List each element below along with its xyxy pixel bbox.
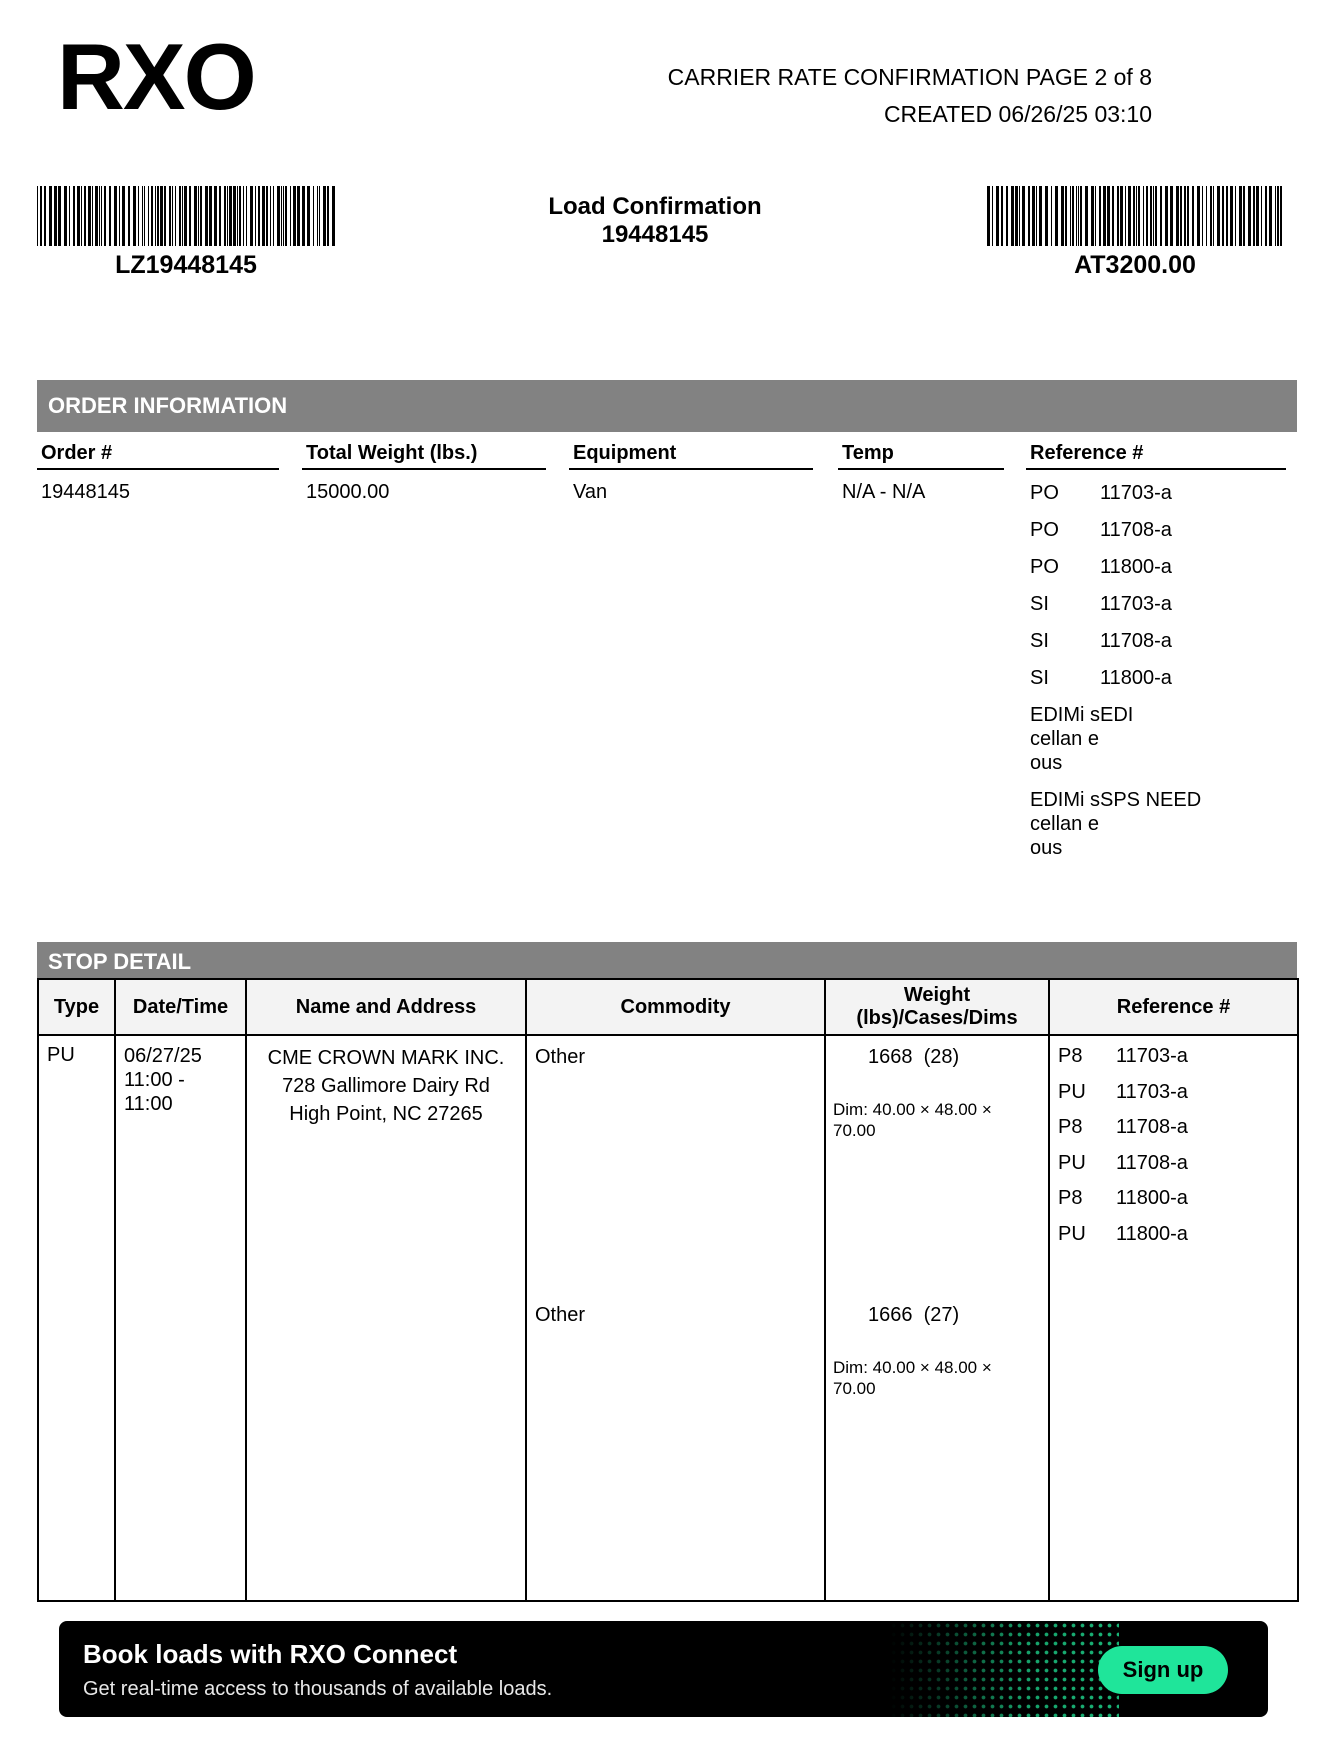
stop-commodity-cell (526, 1035, 825, 1601)
stop-reference-row (1058, 1151, 1297, 1187)
stop-reference-row (1058, 1044, 1297, 1080)
weight-lbs: 1668 (868, 1046, 913, 1068)
reference-type: PO (1030, 519, 1059, 541)
type-column-header: Type (38, 979, 115, 1035)
stop-reference-row (1058, 1222, 1297, 1258)
reference-row (1030, 555, 1280, 592)
reference-row (1030, 703, 1280, 788)
barcode-right-label: AT3200.00 (1074, 251, 1196, 279)
stop-date: 06/27/25 (124, 1045, 202, 1067)
barcode-bar (1282, 186, 1283, 246)
load-confirmation-title (460, 193, 850, 249)
equipment-header: Equipment (569, 442, 813, 470)
reference-value: 11800-a (1100, 667, 1172, 689)
total-weight-value: 15000.00 (306, 481, 390, 503)
rxo-logo: RXO (57, 24, 255, 129)
load-confirmation-label: Load Confirmation (548, 193, 762, 220)
reference-value: 11703-a (1100, 593, 1172, 615)
stop-reference-value: 11800-a (1116, 1187, 1188, 1209)
stop-datetime (116, 1036, 245, 1116)
reference-type: SI (1030, 630, 1049, 652)
reference-row (1030, 481, 1280, 518)
reference-type: PO (1030, 482, 1059, 504)
doc-title: CARRIER RATE CONFIRMATION PAGE 2 of 8 (667, 64, 1152, 90)
load-number: 19448145 (601, 221, 709, 248)
order-number-value: 19448145 (41, 481, 130, 503)
barcode-bar (332, 186, 335, 246)
stop-city-state-zip: High Point, NC 27265 (289, 1103, 483, 1125)
stop-company-name: CME CROWN MARK INC. (267, 1047, 505, 1069)
weight-cases: (27) (923, 1304, 960, 1326)
reference-value: 11708-a (1100, 630, 1172, 652)
reference-row (1030, 592, 1280, 629)
stop-reference-value: 11708-a (1116, 1151, 1188, 1174)
name-address-column-header: Name and Address (246, 979, 526, 1035)
reference-value: 11708-a (1100, 519, 1172, 541)
total-weight-header: Total Weight (lbs.) (302, 442, 546, 470)
barcode-left (37, 186, 335, 246)
order-reference-list (1030, 481, 1280, 873)
stop-reference-type: PU (1058, 1222, 1086, 1245)
reference-value: 11800-a (1100, 556, 1172, 578)
stop-street: 728 Gallimore Dairy Rd (282, 1075, 490, 1097)
reference-type: SI (1030, 667, 1049, 689)
stop-reference-list (1050, 1036, 1297, 1257)
reference-type: EDIMi scellan eous (1030, 789, 1100, 859)
stop-time: 11:00 - 11:00 (124, 1069, 185, 1115)
commodity-name: Other (535, 1046, 586, 1068)
weight-column-header: Weight (lbs)/Cases/Dims (825, 979, 1049, 1035)
stop-detail-header: STOP DETAIL (37, 942, 1297, 978)
stop-reference-type: P8 (1058, 1045, 1083, 1067)
temp-value: N/A - N/A (842, 481, 926, 503)
reference-type: EDIMi scellan eous (1030, 704, 1100, 774)
barcode-left-label: LZ19448145 (115, 251, 257, 279)
reference-row (1030, 788, 1280, 873)
stop-reference-value: 11800-a (1116, 1222, 1188, 1245)
banner-dot-pattern (889, 1621, 1119, 1717)
rxo-connect-banner[interactable] (59, 1621, 1268, 1717)
stop-reference-row (1058, 1115, 1297, 1151)
stop-reference-type: PU (1058, 1080, 1086, 1103)
reference-value: EDI (1100, 704, 1134, 726)
commodity-dims: Dim: 40.00 × 48.00 × 70.00 (833, 1358, 992, 1398)
banner-title: Book loads with RXO Connect (83, 1639, 458, 1669)
stop-datetime-cell (115, 1035, 246, 1601)
reference-header: Reference # (1026, 442, 1286, 470)
reference-type: SI (1030, 593, 1049, 615)
weight-cases: (28) (923, 1046, 960, 1068)
reference-value: SPS NEED (1100, 789, 1202, 811)
stop-weight-cell (825, 1035, 1049, 1601)
stop-reference-type: P8 (1058, 1187, 1083, 1209)
stop-reference-value: 11708-a (1116, 1116, 1188, 1138)
reference-value: 11703-a (1100, 482, 1172, 504)
stop-address (247, 1036, 525, 1128)
stop-reference-row (1058, 1186, 1297, 1222)
equipment-value: Van (573, 481, 608, 503)
reference-row (1030, 629, 1280, 666)
stop-reference-cell (1049, 1035, 1298, 1601)
order-information-header: ORDER INFORMATION (37, 380, 1297, 432)
order-number-header: Order # (37, 442, 279, 470)
weight-lbs: 1666 (868, 1304, 913, 1326)
stop-reference-type: PU (1058, 1151, 1086, 1174)
reference-row (1030, 666, 1280, 703)
reference-type: PO (1030, 556, 1059, 578)
stop-reference-type: P8 (1058, 1116, 1083, 1138)
commodity-weight (868, 1304, 959, 1327)
barcode-right (987, 186, 1283, 246)
stop-type-cell (38, 1035, 115, 1601)
stop-detail-table (37, 978, 1299, 1602)
stop-reference-value: 11703-a (1116, 1080, 1188, 1103)
sign-up-button[interactable]: Sign up (1098, 1646, 1228, 1694)
stop-reference-row (1058, 1080, 1297, 1116)
stop-address-cell (246, 1035, 526, 1601)
created-timestamp: CREATED 06/26/25 03:10 (883, 101, 1152, 127)
stop-reference-value: 11703-a (1116, 1045, 1188, 1067)
datetime-column-header: Date/Time (115, 979, 246, 1035)
table-row (38, 1035, 1298, 1601)
commodity-weight (868, 1046, 959, 1069)
commodity-name: Other (535, 1304, 586, 1326)
commodity-dims: Dim: 40.00 × 48.00 × 70.00 (833, 1100, 992, 1140)
stop-table-header-row (38, 979, 1298, 1035)
banner-subtitle: Get real-time access to thousands of available loads. (83, 1678, 553, 1700)
commodity-column-header: Commodity (526, 979, 825, 1035)
temp-header: Temp (838, 442, 1004, 470)
stop-reference-column-header: Reference # (1049, 979, 1298, 1035)
reference-row (1030, 518, 1280, 555)
stop-type: PU (47, 1044, 75, 1066)
